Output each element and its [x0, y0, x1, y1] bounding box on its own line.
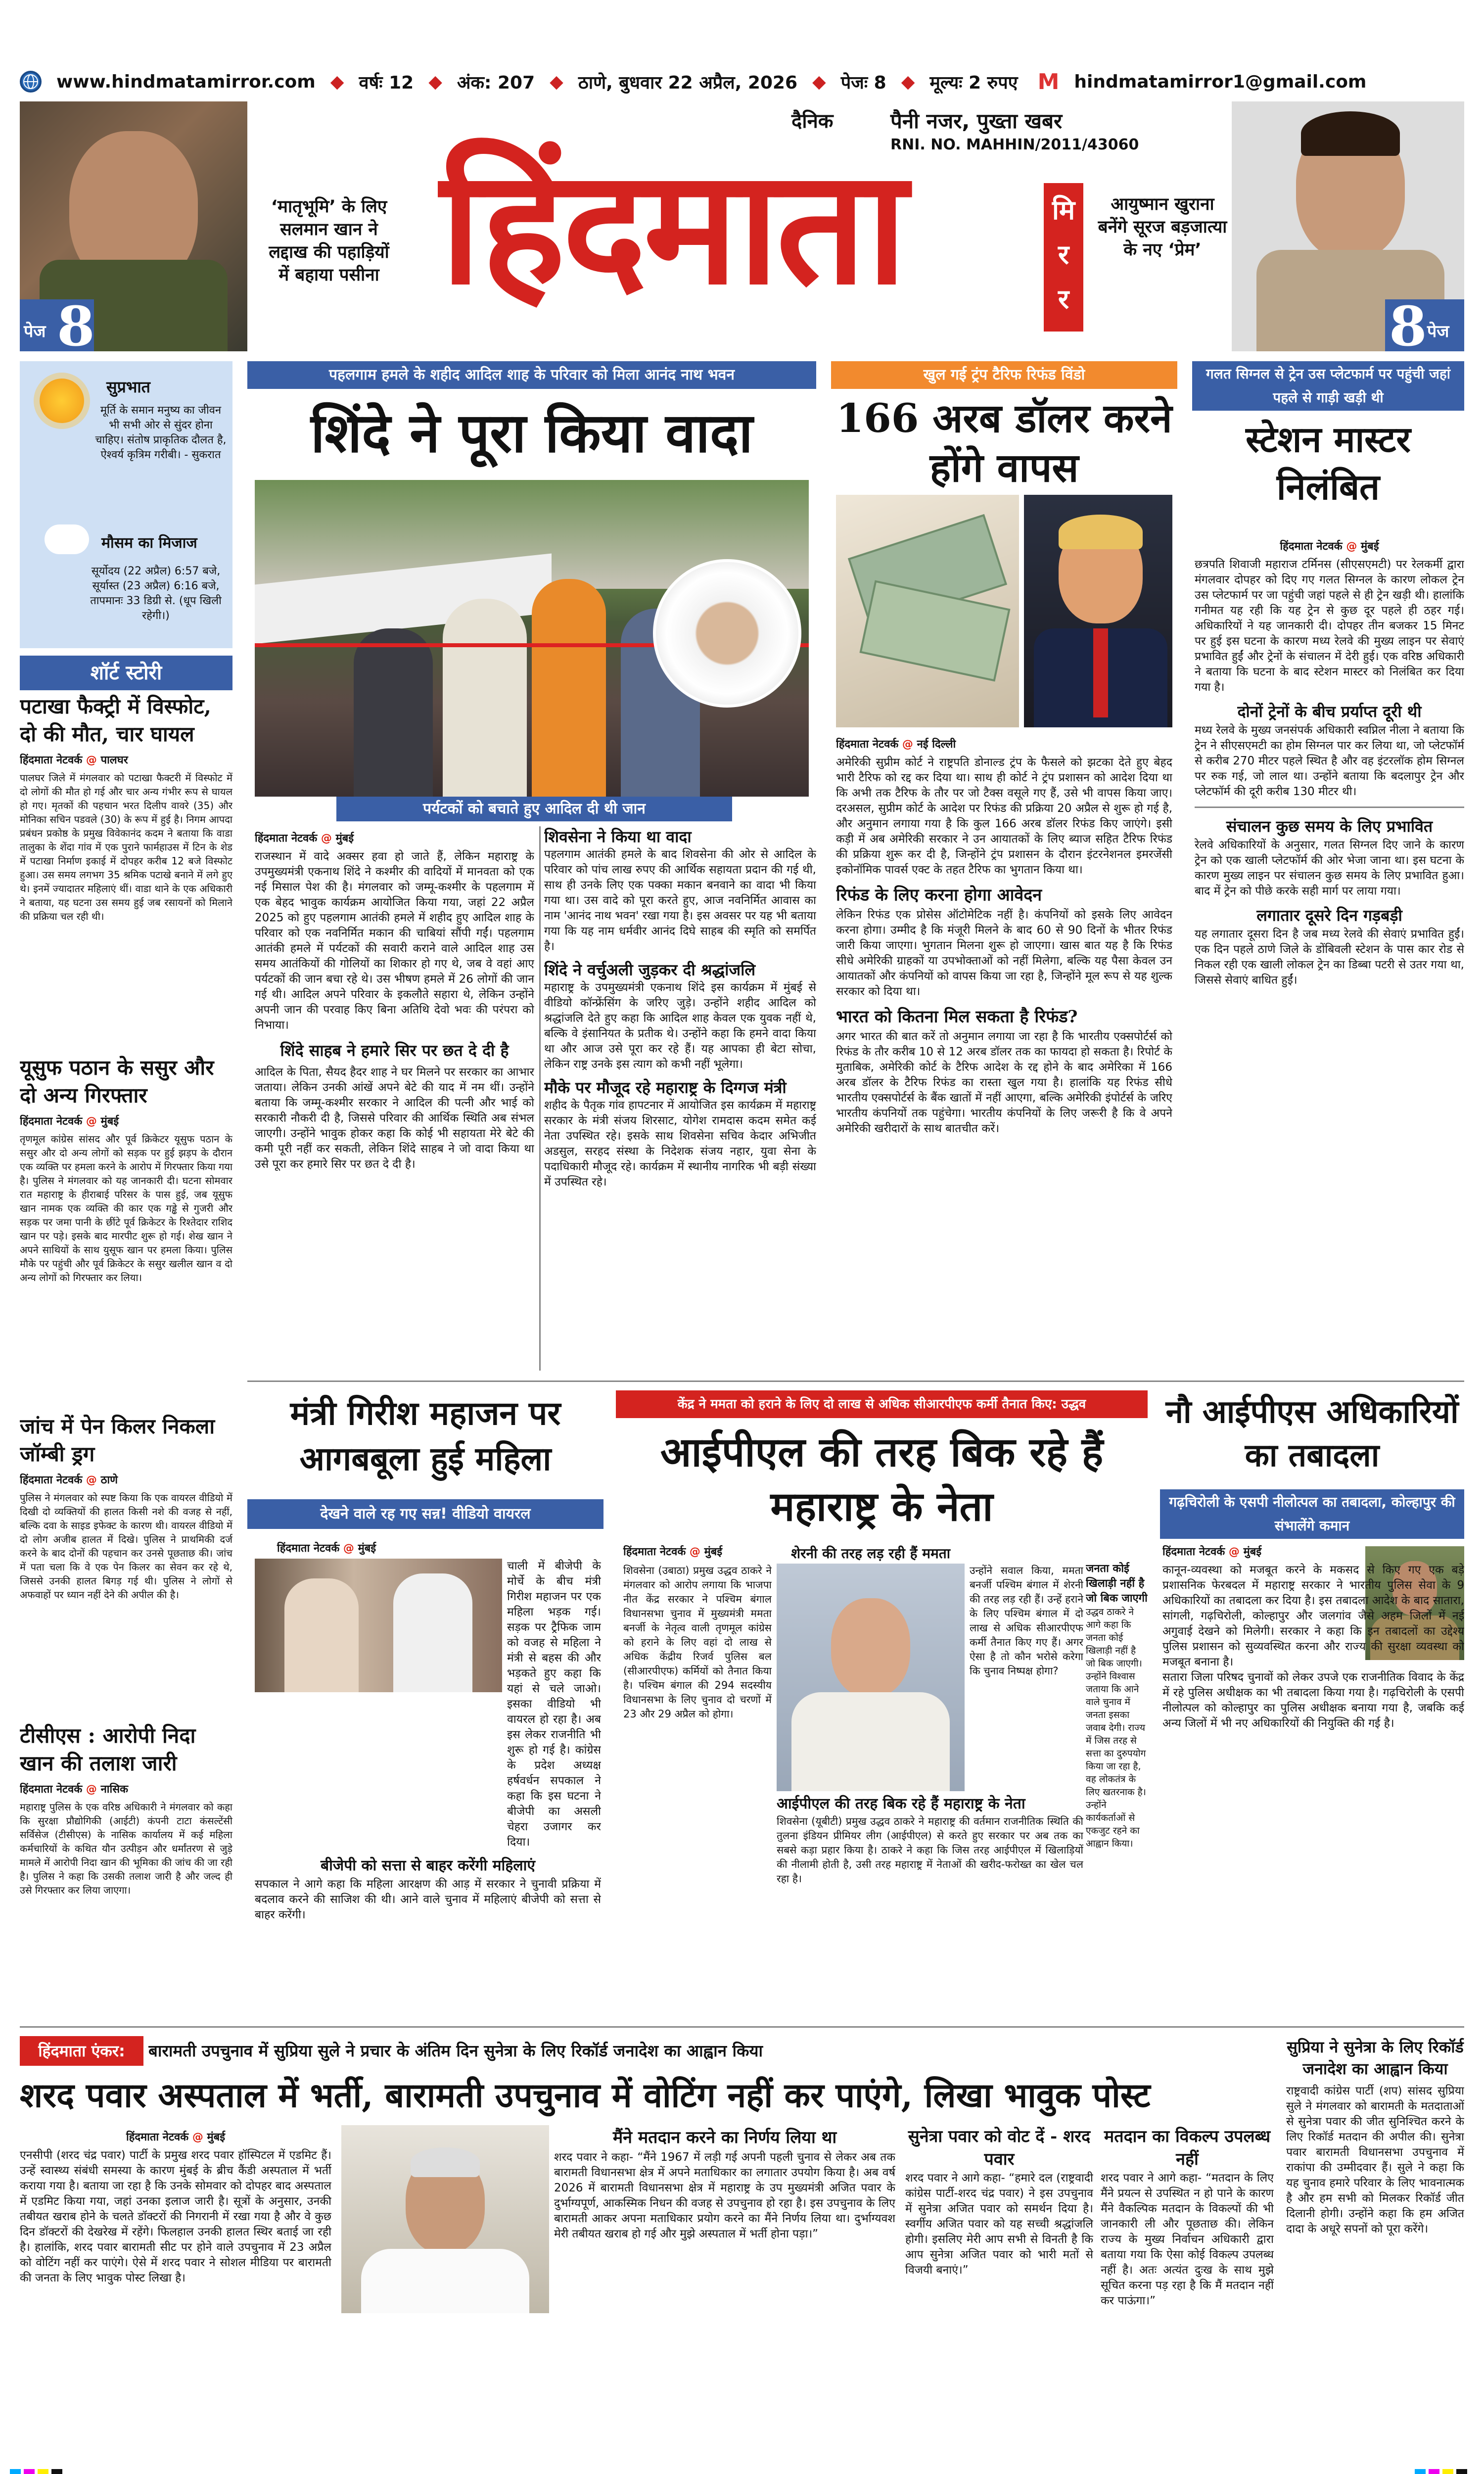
short-story-4: टीसीएस : आरोपी निदा खान की तलाश जारी हिंदमाता नेटवर्क @ नासिक महाराष्ट्र पुलिस के एक वरिष्ठ अधिकारी ने मंगलवार को कहा कि सुरक्षा प्रौद्योगिकी (आईटी) कंपनी टाटा कंसल्टेंसी सर्विसेज (टीसीएस) के नासिक कार्यालय में कई महिला कर्मचारियों के कथित यौन उत्पीड़न और धर्मांतरण से जुड़े मामले में आरोपी निदा खान की भूमिका की जांच की जा रही है। पुलिस ने कहा कि उसकी तलाश जारी है और जल्द ही उसे गिरफ्तार कर लिया जाएगा।: [20, 1722, 232, 2019]
weather-title: मौसम का मिजाज: [101, 534, 197, 552]
suprabhat-title: सुप्रभात: [106, 378, 150, 396]
pawar-city: मुंबई: [207, 2131, 226, 2143]
registration-marks-right: [1415, 2469, 1467, 2474]
ips-body: हिंदमाता नेटवर्क @ मुंबई कानून-व्यवस्था को मजबूत करने के मकसद से किए गए एक बड़े प्रशासनिक फेरबदल में महाराष्ट्र सरकार ने भारतीय पुलिस सेवा के 9 अधिकारियों का तबादला कर दिया है। इस तबादला आदेश के बाद सातारा, सांगली, गढ़चिरोली, कोल्हापुर और जलगांव जैसे अहम जिलों में नई अगुवाई देखने को मिलेगी। सरकार ने कहा कि इन तबादलों का उद्देश्य पुलिस प्रशासन को सुव्यवस्थित करना और राज्य की सुरक्षा व्यवस्था को मजबूत बनाना है। सतारा जिला परिषद चुनावों को लेकर उपजे एक राजनीतिक विवाद के केंद्र में रहे पुलिस अधीक्षक का भी तबादला किया गया है। गढ़चिरोली के एसपी नीलोत्पल को कोल्हापुर का पुलिस अधीक्षक बनाया गया है, जबकि कई अन्य जिलों में भी नए अधिकारियों की नियुक्ति की गई है।: [1162, 1544, 1464, 2024]
gmail-icon: M: [1037, 69, 1060, 95]
suprabhat-text: मूर्ति के समान मनुष्य का जीवन भी सभी ओर से सुंदर होना चाहिए। संतोष प्राकृतिक दौलत है, ऐश्वर्य कृत्रिम गरीबी। - सुकरात: [95, 404, 227, 461]
story-3-headline[interactable]: जांच में पेन किलर निकला जॉम्बी ड्रग: [20, 1414, 215, 1466]
shinde-byline: हिंदमाता नेटवर्क: [255, 832, 318, 845]
uddhav-byline: हिंदमाता नेटवर्क: [623, 1546, 686, 1558]
uddhav-photo: [777, 1564, 965, 1791]
pawar-col-2: [554, 2125, 895, 2432]
shinde-text-1b: आदिल के पिता, सैयद हैदर शाह ने घर मिलने पर सरकार का आभार जताया। लेकिन उनकी आंखें अपने बेटे की याद में नम थीं। उन्होंने बताया कि जम्मू-कश्मीर सरकार ने आदिल की पत्नी और भाई को सरकारी नौकरी दी है, जिससे परिवार की आर्थिक स्थिति अब संभल जाएगी। उन्होंने भावुक होकर कहा कि कोई भी सहायता मेरे बेटे की कमी पूरी नहीं कर सकती, लेकिन शिंदे साहब ने जो वादा किया था उसे पूरा कर हमारे सिर पर छत दे दी है।: [255, 1066, 534, 1171]
story-4-text: महाराष्ट्र पुलिस के एक वरिष्ठ अधिकारी ने मंगलवार को कहा कि सुरक्षा प्रौद्योगिकी (आईटी) कंपनी टाटा कंसल्टेंसी सर्विसेज (टीसीएस) के नासिक कार्यालय में कई महिला कर्मचारियों के कथित यौन उत्पीड़न और धर्मांतरण से जुड़े मामले में आरोपी निदा खान की भूमिका की जांच की जा रही है। पुलिस ने कहा कि उसकी तलाश जारी है और जल्द ही उसे गिरफ्तार कर लिया जाएगा।: [20, 1801, 232, 1896]
short-story-3: जांच में पेन किलर निकला जॉम्बी ड्रग हिंदमाता नेटवर्क @ ठाणे पुलिस ने मंगलवार को स्पष्ट किया कि एक वायरल वीडियो में दिखी दो व्यक्तियों की हालत किसी नशे की वजह से नहीं, बल्कि दवा के साइड इफेक्ट के कारण थी। वायरल वीडियो में दो लोग अजीब हालत में दिखे। पुलिस ने प्राथमिकी दर्ज करने के बाद दोनों की पहचान कर उनसे पूछताछ की। जांच में पता चला कि वे एक पेन किलर का सेवन कर रहे थे, जिससे उनकी हालत बिगड़ गई थी। पुलिस ने लोगों से अफवाहों पर ध्यान नहीं देने की अपील की है।: [20, 1413, 232, 1719]
refund-text-3: अगर भारत की बात करें तो अनुमान लगाया जा रहा है कि भारतीय एक्सपोर्टर्स को रिफंड के तौर करीब 10 से 12 अरब डॉलर तक का फायदा हो सकता है। रिपोर्ट के मुताबिक, अमेरिकी कोर्ट के टैरिफ आदेश के रद्द होने के बाद अमेरिका में 166 अरब डॉलर के टैरिफ रिफंड का रास्ता खुल गया है। हालांकि यह रिफंड सीधे भारतीय एक्सपोर्टर्स के बैंक खातों में नहीं आएगा, बल्कि अमेरिकी इंपोर्टर्स के जरिए भारतीय कंपनियों तक पहुंचेगा। भारतीय कंपनियों के लिए जरूरी है कि वे अपने अमेरिकी खरीदारों के साथ बातचीत करें।: [836, 1030, 1172, 1135]
page-ref-left-word: पेज: [24, 322, 46, 341]
pawar-byline: हिंदमाता नेटवर्क: [126, 2131, 189, 2143]
refund-byline: हिंदमाता नेटवर्क: [836, 738, 899, 751]
uddhav-col-2: [970, 1564, 1083, 1791]
mahajan-subhead-1: बीजेपी को सत्ता से बाहर करेंगी महिलाएं: [321, 1857, 535, 1874]
shinde-subhead-4: मौके पर मौजूद रहे महाराष्ट्र के दिग्गज मंत्री: [544, 1078, 787, 1097]
ips-text-1: कानून-व्यवस्था को मजबूत करने के मकसद से किए गए एक बड़े प्रशासनिक फेरबदल में महाराष्ट्र सरकार ने भारतीय पुलिस सेवा के 9 अधिकारियों का तबादला कर दिया है। इस तबादला आदेश के बाद सातारा, सांगली, गढ़चिरोली, कोल्हापुर और जलगांव जैसे अहम जिलों में नई अगुवाई देखने को मिलेगी। सरकार ने कहा कि इन तबादलों का उद्देश्य पुलिस प्रशासन को सुव्यवस्थित करना और राज्य की सुरक्षा व्यवस्था को मजबूत बनाना है।: [1162, 1564, 1464, 1668]
shinde-photo-caption: पर्यटकों को बचाते हुए आदिल दी थी जान: [336, 797, 732, 821]
supriya-headline[interactable]: सुप्रिया ने सुनेत्रा के लिए रिकॉर्ड जनादेश का आह्वान किया: [1287, 2038, 1464, 2078]
uddhav-bar: केंद्र ने ममता को हराने के लिए दो लाख से अधिक सीआरपीएफ कर्मी तैनात किए: उद्धव: [616, 1390, 1148, 1418]
story-4-city: नासिक: [100, 1783, 128, 1796]
uddhav-text-3: शिवसेना (यूबीटी) प्रमुख उद्धव ठाकरे ने महाराष्ट्र की वर्तमान राजनीतिक स्थिति की तुलना इंडियन प्रीमियर लीग (आईपीएल) से करते हुए सरकार पर अब तक का सबसे कड़ा प्रहार किया है। ठाकरे ने कहा कि जिस तरह आईपीएल में खिलाड़ियों की नीलामी होती है, उसी तरह महाराष्ट्र में नेताओं की खरीद-फरोख्त का खेल चल रहा है।: [777, 1815, 1083, 1885]
shinde-text-3: महाराष्ट्र के उपमुख्यमंत्री एकनाथ शिंदे इस कार्यक्रम में मुंबई से वीडियो कॉन्फ्रेंसिंग के जरिए जुड़े। उन्होंने शहीद आदिल को श्रद्धांजलि देते हुए कहा कि आदिल शाह केवल एक युवक नहीं थे, बल्कि वे इंसानियत के प्रतीक थे। उन्होंने कहा कि हमने वादा किया था और आज उसे पूरा कर रहे हैं। यह आपका ही बेटा सोचा, लेकिन राष्ट्र उनके इस त्याग को कभी नहीं भूलेगा।: [544, 981, 816, 1071]
uddhav-col-3: [777, 1794, 1083, 2021]
pages-label: पेजः 8: [840, 72, 886, 93]
tagline: पैनी नजर, पुख्ता खबर: [890, 109, 1063, 133]
top-bar: www.hindmatamirror.com ◆ वर्षः 12 ◆ अंक: 207 ◆ ठाणे, बुधवार 22 अप्रैल, 2026 ◆ पेजः 8 ◆ मूल्यः 2 रुपए M hindmatamirror1@gmail.com: [20, 64, 1464, 99]
email-link[interactable]: hindmatamirror1@gmail.com: [1074, 71, 1367, 92]
uddhav-subhead-1: आईपीएल की तरह बिक रहे हैं महाराष्ट्र के नेता: [777, 1795, 1025, 1812]
pawar-subhead-1: मैंने मतदान करने का निर्णय लिया था: [612, 2128, 837, 2147]
shinde-subhead-3: शिंदे ने वर्चुअली जुड़कर दी श्रद्धांजलि: [544, 960, 756, 979]
pawar-photo: [341, 2125, 549, 2313]
refund-text-1: अमेरिकी सुप्रीम कोर्ट ने राष्ट्रपति डोनाल्ड ट्रंप के फैसले को झटका देते हुए बेहद भारी टैरिफ को रद्द कर दिया था। साथ ही कोर्ट ने ट्रंप प्रशासन को आदेश दिया था कि अभी तक टैरिफ के तौर पर जो टैक्स वसूले गए हैं, उसे भी वापस किया जाए। दरअसल, सुप्रीम कोर्ट के आदेश पर रिफंड की प्रक्रिया 20 अप्रैल से शुरू हो गई है, और अनुमान लगाया गया है कि कुल 166 अरब डॉलर रिफंड किए जाएंगे। इसी कड़ी में अब अमेरिकी सरकार ने उन आयातकों के लिए ब्याज सहित टैरिफ रिफंड की प्रक्रिया शुरू कर दी है, जिन्होंने ट्रंप प्रशासन के दौरान इंटरनेशनल इमरजेंसी इकोनॉमिक पावर्स एक्ट के तहत टैरिफ का भुगतान किया था।: [836, 756, 1172, 876]
page-ref-left-num: 8: [57, 294, 95, 351]
story-2-city: मुंबई: [100, 1115, 119, 1128]
shinde-col-1: हिंदमाता नेटवर्क @ मुंबई राजस्थान में वादे अक्सर हवा हो जाते हैं, लेकिन महाराष्ट्र के उपमुख्यमंत्री एकनाथ शिंदे ने कश्मीर की वादियों में मानवता को एक नई मिसाल पेश की है। मंगलवार को जम्मू-कश्मीर के पहलगाम में एक बेहद भावुक कार्यक्रम आयोजित किया गया, जहां 22 अप्रैल 2025 को हुए पहलगाम आतंकी हमले में शहीद हुए आदिल शाह के परिवार को एक नवनिर्मित मकान की चाबियां सौंपी गईं। पहलगाम आतंकी हमले में पर्यटकों की सवारी कराने वाले आदिल शाह उस समय आतंकियों की गोलियों का शिकार हो गए थे, जब वे वहां आए पर्यटकों की जान बचा रहे थे। उस भीषण हमले में 26 लोगों की जान गई थी। आदिल अपने परिवार के इकलौते सहारा थे, लेकिन उन्होंने अपनी जान की परवाह किए बिना अतिथि देवो भवः की परंपरा को निभाया। शिंदे साहब ने हमारे सिर पर छत दे दी है आदिल के पिता, सैयद हैदर शाह ने घर मिलने पर सरकार का आभार जताया। लेकिन उनकी आंखें अपने बेटे की याद में नम थीं। उन्होंने बताया कि जम्मू-कश्मीर सरकार ने आदिल की पत्नी और भाई को सरकारी नौकरी दी है, जिससे परिवार की आर्थिक स्थिति अब संभल जाएगी। उन्होंने भावुक होकर कहा कि कोई भी सहायता मेरे बेटे की कमी पूरी नहीं कर सकती, लेकिन शिंदे साहब ने जो वादा किया था उसे पूरा कर हमारे सिर पर छत दे दी है।: [255, 826, 534, 1376]
page-ref-right-num: 8: [1389, 294, 1427, 351]
uddhav-sidebar: [1086, 1561, 1148, 2021]
station-headline[interactable]: स्टेशन मास्टर निलंबित: [1246, 418, 1411, 508]
station-city: मुंबई: [1361, 540, 1379, 553]
story-3-city: ठाणे: [100, 1474, 118, 1486]
station-text-2: मध्य रेलवे के मुख्य जनसंपर्क अधिकारी स्वप्निल नीला ने बताया कि ट्रेन ने सीएसएमटी का होम सिग्नल पार कर लिया था, जो प्लेटफॉर्म से करीब 270 मीटर पहले स्थित है और वह इंटरलॉक होम सिग्नल पर रुक गई, जो लाल था। उन्होंने बताया कि बदलापुर ट्रेन और प्लेटफॉर्म की दूरी करीब 130 मीटर थी।: [1195, 724, 1464, 798]
refund-body: हिंदमाता नेटवर्क @ नई दिल्ली अमेरिकी सुप्रीम कोर्ट ने राष्ट्रपति डोनाल्ड ट्रंप के फैसले को झटका देते हुए बेहद भारी टैरिफ को रद्द कर दिया था। साथ ही कोर्ट ने ट्रंप प्रशासन को आदेश दिया था कि अभी तक टैरिफ के तौर पर जो टैक्स वसूले गए हैं, उसे भी वापस किया जाए। दरअसल, सुप्रीम कोर्ट के आदेश पर रिफंड की प्रक्रिया 20 अप्रैल से शुरू हो गई है, और अनुमान लगाया गया है कि कुल 166 अरब डॉलर रिफंड किए जाएंगे। इसी कड़ी में अब अमेरिकी सरकार ने उन आयातकों के लिए ब्याज सहित टैरिफ रिफंड की प्रक्रिया शुरू कर दी है, जिन्होंने ट्रंप प्रशासन के दौरान इंटरनेशनल इमरजेंसी इकोनॉमिक पावर्स एक्ट के तहत टैरिफ का भुगतान किया था। रिफंड के लिए करना होगा आवेदन लेकिन रिफंड एक प्रोसेस ऑटोमेटिक नहीं है। कंपनियों को इसके लिए आवेदन करना होगा। उम्मीद है कि मंजूरी मिलने के बाद 60 से 90 दिनों के भीतर रिफंड जारी किया जाएगा। भुगतान मिलना शुरू हो जाएगा। खास बात यह है कि रिफंड सीधे अमेरिकी ग्राहकों या उपभोक्ताओं को नहीं मिलेगा, बल्कि यह पैसा केवल उन आयातकों और कंपनियों को वापस किया जा रहा है, जिन्होंने मूल रूप से यह शुल्क सरकार को दिया था। भारत को कितना मिल सकता है रिफंड? अगर भारत की बात करें तो अनुमान लगाया जा रहा है कि भारतीय एक्सपोर्टर्स को रिफंड के तौर करीब 10 से 12 अरब डॉलर तक का फायदा हो सकता है। रिपोर्ट के मुताबिक, अमेरिकी कोर्ट के टैरिफ आदेश के रद्द होने के बाद अमेरिका में 166 अरब डॉलर के टैरिफ रिफंड का रास्ता खुल गया है। हालांकि यह रिफंड सीधे भारतीय एक्सपोर्टर्स के बैंक खातों में नहीं आएगा, बल्कि अमेरिकी इंपोर्टर्स के जरिए भारतीय कंपनियों तक पहुंचेगा। भारतीय कंपनियों के लिए जरूरी है कि वे अपने अमेरिकी खरीदारों के साथ बातचीत करें।: [836, 732, 1172, 1376]
story-4-headline[interactable]: टीसीएस : आरोपी निदा खान की तलाश जारी: [20, 1723, 196, 1775]
ips-headline[interactable]: नौ आईपीएस अधिकारियों का तबादला: [1165, 1393, 1459, 1474]
refund-bar: खुल गई ट्रंप टैरिफ रिफंड विंडो: [831, 361, 1177, 389]
pawar-headline[interactable]: शरद पवार अस्पताल में भर्ती, बारामती उपचुनाव में वोटिंग नहीं कर पाएंगे, लिखा भावुक पोस्ट: [20, 2076, 1151, 2115]
refund-headline[interactable]: 166 अरब डॉलर करने होंगे वापस: [836, 395, 1172, 491]
ips-text-2: सतारा जिला परिषद चुनावों को लेकर उपजे एक राजनीतिक विवाद के केंद्र में रहे पुलिस अधीक्षक का भी तबादला किया गया है। गढ़चिरोली के एसपी नीलोत्पल को कोल्हापुर का पुलिस अधीक्षक बनाया गया है, जबकि कई अन्य जिलों में भी नए अधिकारियों की नियुक्ति की गई है।: [1162, 1671, 1464, 1730]
story-3-byline: हिंदमाता नेटवर्क: [20, 1474, 83, 1486]
station-text-4: यह लगातार दूसरा दिन है जब मध्य रेलवे की सेवाएं प्रभावित हुईं। एक दिन पहले ठाणे जिले के डोंबिवली स्टेशन के पास कार रोड से निकल रही एक खाली लोकल ट्रेन का डिब्बा पटरी से उतर गया था, जिससे सेवाएं बाधित हुईं।: [1195, 928, 1464, 987]
pawar-col-4: [1101, 2125, 1274, 2432]
pawar-subhead-2: सुनेत्रा पवार को वोट दें - शरद पवार: [908, 2127, 1091, 2169]
uddhav-headline[interactable]: आईपीएल की तरह बिक रहे हैं महाराष्ट्र के नेता: [660, 1428, 1104, 1530]
pawar-subhead-3: मतदान का विकल्प उपलब्ध नहीं: [1104, 2127, 1271, 2169]
trump-photo: [1024, 495, 1172, 727]
story-2-text: तृणमूल कांग्रेस सांसद और पूर्व क्रिकेटर यूसुफ पठान के ससुर और दो अन्य लोगों को सड़क पर हुई झड़प के दौरान एक व्यक्ति पर हमला करने के आरोप में गिरफ्तार किया गया है। पुलिस ने मंगलवार को यह जानकारी दी। घटना सोमवार रात महाराष्ट्र के हीराबाई परिसर के पास हुई, जब यूसुफ खान नामक एक व्यक्ति की कार एक गड्ढे से गुजरी और सड़क पर जमा पानी के छींटे पूर्व क्रिकेटर के रिश्तेदार राशिद खान पर पड़े। इसके बाद मारपीट शुरू हो गई। शेख खान ने अपने साथियों के साथ युसूफ खान पर हमला किया। पुलिस मौके पर पहुंची और पूर्व क्रिकेटर के ससुर खलील खान व दो अन्य लोगों को गिरफ्तार कर लिया।: [20, 1133, 232, 1284]
shinde-subhead-1: शिंदे साहब ने हमारे सिर पर छत दे दी है: [280, 1041, 509, 1060]
ips-bar: गढ़चिरोली के एसपी नीलोत्पल का तबादला, कोल्हापुर की संभालेंगे कमान: [1160, 1489, 1464, 1539]
uddhav-text-2: उन्होंने सवाल किया, ममता बनर्जी पश्चिम बंगाल में शेरनी की तरह लड़ रही हैं। उन्हें हराने के लिए पश्चिम बंगाल में दो लाख से अधिक सीआरपीएफ कर्मी तैनात किए गए हैं। अगर ऐसा है तो कौन भरोसे करेगा कि चुनाव निष्पक्ष होगा?: [970, 1565, 1083, 1677]
refund-text-2: लेकिन रिफंड एक प्रोसेस ऑटोमेटिक नहीं है। कंपनियों को इसके लिए आवेदन करना होगा। उम्मीद है कि मंजूरी मिलने के बाद 60 से 90 दिनों के भीतर रिफंड जारी किया जाएगा। भुगतान मिलना शुरू हो जाएगा। खास बात यह है कि रिफंड सीधे अमेरिकी ग्राहकों या उपभोक्ताओं को नहीं मिलेगा, बल्कि यह पैसा केवल उन आयातकों और कंपनियों को वापस किया जा रहा है, जिन्होंने मूल रूप से यह शुल्क सरकार को दिया था।: [836, 908, 1172, 998]
shinde-text-1: राजस्थान में वादे अक्सर हवा हो जाते हैं, लेकिन महाराष्ट्र के उपमुख्यमंत्री एकनाथ शिंदे ने कश्मीर की वादियों में मानवता को एक नई मिसाल पेश की है। मंगलवार को जम्मू-कश्मीर के पहलगाम में एक बेहद भावुक कार्यक्रम आयोजित किया गया, जहां 22 अप्रैल 2025 को हुए पहलगाम आतंकी हमले में शहीद हुए आदिल शाह के परिवार को एक नवनिर्मित मकान की चाबियां सौंपी गईं। पहलगाम आतंकी हमले में पर्यटकों की सवारी कराने वाले आदिल शाह उस समय आतंकियों की गोलियों का शिकार हो गए थे, जब वे वहां आए पर्यटकों की जान बचा रहे थे। उस भीषण हमले में 26 लोगों की जान गई थी। आदिल अपने परिवार के इकलौते सहारा थे, लेकिन उन्होंने अपनी जान की परवाह किए बिना अतिथि देवो भवः की परंपरा को निभाया।: [255, 850, 534, 1032]
story-1-text: पालघर जिले में मंगलवार को पटाखा फैक्टरी में विस्फोट में दो लोगों की मौत हो गई और चार अन्य गंभीर रूप से घायल हो गए। मृतकों की पहचान भरत दिलीप वावरे (35) और मोनिका सचिन पडवले (30) के रूप में हुई है। निगम आपदा प्रबंधन प्रकोष्ठ के प्रमुख विवेकानंद कदम ने बताया कि वाडा तालुका के शेंदा गांव में एक पुराने फार्महाउस में टिन के शेड में पटाखा निर्माण इकाई में दोपहर करीब 12 बजे विस्फोट हुआ। उस समय लगभग 35 श्रमिक पटाखे बनाने में लगे हुए थे। इनमें ज्यादातर महिलाएं थीं। वाडा थाने के एक अधिकारी ने बताया, यह घटना उस समय हुई जब रसायनों को मिलाने की प्रक्रिया चल रही थी।: [20, 772, 232, 922]
daily-label: दैनिक: [791, 110, 834, 133]
uddhav-side-headline: जनता कोई खिलाड़ी नहीं है जो बिक जाएगी: [1086, 1562, 1148, 1605]
pawar-bar: बारामती उपचुनाव में सुप्रिया सुले ने प्रचार के अंतिम दिन सुनेत्रा के लिए रिकॉर्ड जनादेश का आह्वान किया: [148, 2041, 763, 2060]
story-1-headline[interactable]: पटाखा फैक्ट्री में विस्फोट, दो की मौत, चार घायल: [20, 694, 212, 746]
money-photo: [836, 495, 1019, 727]
station-bar: गलत सिग्नल से ट्रेन उस प्लेटफार्म पर पहुंची जहां पहले से गाड़ी खड़ी थी: [1192, 361, 1464, 411]
shinde-bar: पहलगाम हमले के शहीद आदिल शाह के परिवार को मिला आनंद नाथ भवन: [247, 361, 816, 389]
pawar-col-1: हिंदमाता नेटवर्क @ मुंबई एनसीपी (शरद चंद्र पवार) पार्टी के प्रमुख शरद पवार हॉस्पिटल में एडमिट हैं। उन्हें स्वास्थ्य संबंधी समस्या के कारण मुंबई के ब्रीच कैंडी अस्पताल में भर्ती कराया गया है। बताया जा रहा है कि उनके सोमवार को दोपहर बाद अस्पताल में एडमिट किया गया, जहां उनका इलाज जारी है। सूत्रों के अनुसार, उनकी तबीयत खराब होने के चलते डॉक्टरों की निगरानी में रखा गया है और वे कुछ दिन डॉक्टरों की देखरेख में रहेंगे। फिलहाल उनकी हालत स्थिर बताई जा रही है। हालांकि, शरद पवार बारामती सीट पर होने वाले उपचुनाव में 23 अप्रैल को वोटिंग नहीं कर पाएंगे। ऐसे में शरद पवार ने सोशल मीडिया पर बारामती की जनता के लिए भावुक पोस्ट लिखा है।: [20, 2125, 331, 2432]
uddhav-side-text: उद्धव ठाकरे ने आगे कहा कि जनता कोई खिलाड़ी नहीं है जो बिक जाएगी। उन्होंने विश्वास जताया कि आने वाले चुनाव में जनता इसका जवाब देगी। राज्य में जिस तरह से सत्ता का दुरुपयोग किया जा रहा है, वह लोकतंत्र के लिए खतरनाक है। उन्होंने कार्यकर्ताओं से एकजुट रहने का आह्वान किया।: [1086, 1607, 1146, 1849]
refund-city: नई दिल्ली: [917, 738, 956, 751]
story-3-text: पुलिस ने मंगलवार को स्पष्ट किया कि एक वायरल वीडियो में दिखी दो व्यक्तियों की हालत किसी नशे की वजह से नहीं, बल्कि दवा के साइड इफेक्ट के कारण थी। वायरल वीडियो में दो लोग अजीब हालत में दिखे। पुलिस ने प्राथमिकी दर्ज करने के बाद दोनों की पहचान कर उनसे पूछताछ की। जांच में पता चला कि वे एक पेन किलर का सेवन कर रहे थे, जिससे उनकी हालत बिगड़ गई थी। पुलिस ने लोगों से अफवाहों पर ध्यान नहीं देने की अपील की है।: [20, 1492, 232, 1601]
rni-number: RNI. NO. MAHHIN/2011/43060: [890, 136, 1139, 153]
weather-box: [20, 510, 232, 648]
station-text-3: रेलवे अधिकारियों के अनुसार, गलत सिग्नल दिए जाने के कारण ट्रेन को एक खाली प्लेटफॉर्म की ओर भेजा जाना था। इस घटना के कारण मुख्य लाइन पर संचालन कुछ समय के लिए प्रभावित हुआ। बाद में ट्रेन को पीछे करके सही मार्ग पर लाया गया।: [1195, 839, 1464, 898]
mahajan-byline: हिंदमाता नेटवर्क: [277, 1542, 340, 1555]
issue-label: अंक: 207: [457, 72, 535, 93]
station-text-1: छत्रपति शिवाजी महाराज टर्मिनस (सीएसएमटी) पर रेलकर्मी द्वारा मंगलवार दोपहर को दिए गए गलत सिग्नल के कारण लोकल ट्रेन उस प्लेटफार्म पर जा पहुंची जहां पहले से ही ट्रेन खड़ी थी। हालांकि गनीमत यह रही कि यह ट्रेन से कुछ दूर पहले ही ठहर गई। अधिकारियों ने यह जानकारी दी। दोपहर तीन बजकर 15 मिनट पर हुई इस घटना के कारण मध्य रेलवे की मुख्य लाइन पर सेवाएं प्रभावित हुईं और ट्रेनों के संचालन में देरी हुई। एक वरिष्ठ अधिकारी ने बताया कि घटना के बाद स्टेशन मास्टर को निलंबित कर दिया गया है।: [1195, 558, 1464, 694]
uddhav-city: मुंबई: [704, 1546, 723, 1558]
shinde-headline[interactable]: शिंदे ने पूरा किया वादा: [311, 401, 753, 465]
salman-photo: [20, 101, 247, 351]
shinde-subhead-2: शिवसेना ने किया था वादा: [544, 827, 692, 846]
globe-icon: [20, 71, 42, 93]
mirror-strip: मि र र: [1044, 183, 1083, 332]
weather-cloud-icon: [45, 524, 89, 554]
station-body: हिंदमाता नेटवर्क @ मुंबई छत्रपति शिवाजी महाराज टर्मिनस (सीएसएमटी) पर रेलकर्मी द्वारा मंगलवार दोपहर को दिए गए गलत सिग्नल के कारण लोकल ट्रेन उस प्लेटफार्म पर जा पहुंची जहां पहले से ही ट्रेन खड़ी थी। हालांकि गनीमत यह रही कि यह ट्रेन से कुछ दूर पहले ही ठहर गई। अधिकारियों ने यह जानकारी दी। दोपहर तीन बजकर 15 मिनट पर हुई इस घटना के कारण मध्य रेलवे की मुख्य लाइन पर सेवाएं प्रभावित हुईं और ट्रेनों के संचालन में देरी हुई। एक वरिष्ठ अधिकारी ने बताया कि घटना के बाद स्टेशन मास्टर को निलंबित कर दिया गया है। दोनों ट्रेनों के बीच प्रर्याप्त दूरी थी मध्य रेलवे के मुख्य जनसंपर्क अधिकारी स्वप्निल नीला ने बताया कि ट्रेन ने सीएसएमटी का होम सिग्नल पार कर लिया था, जो प्लेटफॉर्म से करीब 270 मीटर पहले स्थित है और वह इंटरलॉक होम सिग्नल पर रुक गई, जो लाल था। उन्होंने बताया कि बदलापुर ट्रेन और प्लेटफॉर्म की दूरी करीब 130 मीटर थी। संचालन कुछ समय के लिए प्रभावित रेलवे अधिकारियों के अनुसार, गलत सिग्नल दिए जाने के कारण ट्रेन को एक खाली प्लेटफॉर्म की ओर भेजा जाना था। इस घटना के कारण मुख्य लाइन पर संचालन कुछ समय के लिए प्रभावित हुआ। बाद में ट्रेन को पीछे करके सही मार्ग पर लाया गया। लगातार दूसरे दिन गड़बड़ी यह लगातार दूसरा दिन है जब मध्य रेलवे की सेवाएं प्रभावित हुईं। एक दिन पहले ठाणे जिले के डोंबिवली स्टेशन के पास कार रोड से निकल रही एक खाली लोकल ट्रेन का डिब्बा पटरी से उतर गया था, जिससे सेवाएं बाधित हुईं।: [1195, 534, 1464, 1376]
date-label: ठाणे, बुधवार 22 अप्रैल, 2026: [578, 72, 798, 93]
shinde-text-4: शहीद के पैतृक गांव हापटनार में आयोजित इस कार्यक्रम में महाराष्ट्र सरकार के मंत्री संजय शिरसाट, योगेश रामदास कदम समेत कई नेता उपस्थित रहे। इसके साथ शिवसेना सचिव केदार अभिजीत अडसुल, सरहद संस्था के निदेशक संजय नहार, युवा सेना के पदाधिकारी मौजूद रहे। कार्यक्रम में स्थानीय नागरिक भी बड़ी संख्या में उपस्थित रहे।: [544, 1099, 816, 1189]
short-story-1: पटाखा फैक्ट्री में विस्फोट, दो की मौत, चार घायल हिंदमाता नेटवर्क @ पालघर पालघर जिले में मंगलवार को पटाखा फैक्टरी में विस्फोट में दो लोगों की मौत हो गई और चार अन्य गंभीर रूप से घायल हो गए। मृतकों की पहचान भरत दिलीप वावरे (35) और मोनिका सचिन पडवले (30) के रूप में हुई है। निगम आपदा प्रबंधन प्रकोष्ठ के प्रमुख विवेकानंद कदम ने बताया कि वाडा तालुका के शेंदा गांव में एक पुराने फार्महाउस में टिन के शेड में पटाखा निर्माण इकाई में दोपहर करीब 12 बजे विस्फोट हुआ। उस समय लगभग 35 श्रमिक पटाखे बनाने में लगे हुए थे। इनमें ज्यादातर महिलाएं थीं। वाडा थाने के एक अधिकारी ने बताया, यह घटना उस समय हुई जब रसायनों को मिलाने की प्रक्रिया चल रही थी।: [20, 693, 232, 1054]
uddhav-photo-caption: शेरनी की तरह लड़ रही हैं ममता: [791, 1545, 950, 1562]
uddhav-text-1: शिवसेना (उबाठा) प्रमुख उद्धव ठाकरे ने मंगलवार को आरोप लगाया कि भाजपा नीत केंद्र सरकार ने पश्चिम बंगाल विधानसभा चुनाव में मुख्यमंत्री ममता बनर्जी के नेतृत्व वाली तृणमूल कांग्रेस को हराने के लिए वहां दो लाख से अधिक केंद्रीय रिजर्व पुलिस बल (सीआरपीएफ) कर्मियों को तैनात किया है। पश्चिम बंगाल की 294 सदस्यीय विधानसभा के लिए चुनाव दो चरणों में 23 और 29 अप्रैल को होगा।: [623, 1565, 772, 1720]
short-story-2: यूसुफ पठान के ससुर और दो अन्य गिरफ्तार हिंदमाता नेटवर्क @ मुंबई तृणमूल कांग्रेस सांसद और पूर्व क्रिकेटर यूसुफ पठान के ससुर और दो अन्य लोगों को सड़क पर हुई झड़प के दौरान एक व्यक्ति पर हमला करने के आरोप में गिरफ्तार किया गया है। पुलिस ने मंगलवार को यह जानकारी दी। घटना सोमवार रात महाराष्ट्र के हीराबाई परिसर के पास हुई, जब यूसुफ खान नामक एक व्यक्ति की कार एक गड्ढे से गुजरी और सड़क पर जमा पानी के छींटे पूर्व क्रिकेटर के रिश्तेदार राशिद खान पर पड़े। इसके बाद मारपीट शुरू हो गई। शेख खान ने अपने साथियों के साथ युसूफ खान पर हमला किया। पुलिस मौके पर पहुंची और पूर्व क्रिकेटर के ससुर खलील खान व दो अन्य लोगों को गिरफ्तार कर लिया।: [20, 1054, 232, 1410]
sun-icon: [40, 379, 84, 423]
mahajan-body: [255, 1559, 601, 2024]
mahajan-text-1: चाली में बीजेपी के मोर्चे के बीच मंत्री गिरीश महाजन पर एक महिला भड़क गई। सड़क पर ट्रैफिक जाम को वजह से महिला ने मंत्री से बहस की और भड़कते हुए कहा कि यहां से चले जाओ। इसका वीडियो भी वायरल हो रहा है। अब इस लेकर राजनीति भी शुरू हो गई है। कांग्रेस के प्रदेश अध्यक्ष हर्षवर्धन सपकाल ने कहा कि इस घटना ने बीजेपी का असली चेहरा उजागर कर दिया।: [507, 1560, 601, 1849]
story-1-byline: हिंदमाता नेटवर्क: [20, 754, 83, 766]
supriya-sidebar: [1286, 2036, 1464, 2432]
mahajan-text-2: सपकाल ने आगे कहा कि महिला आरक्षण की आड़ में सरकार ने चुनावी प्रक्रिया में बदलाव करने की साजिश की थी। आने वाले चुनाव में महिलाएं बीजेपी को सत्ता से बाहर करेंगी।: [255, 1878, 601, 1921]
shinde-col-2: [544, 826, 816, 1376]
shinde-inset-photo: [653, 559, 801, 708]
station-subhead-2: संचालन कुछ समय के लिए प्रभावित: [1226, 817, 1433, 836]
pawar-text-3: शरद पवार ने आगे कहा- “हमारे दल (राष्ट्रवादी कांग्रेस पार्टी-शरद चंद्र पवार) ने इस उपचुनाव में सुनेत्रा अजित पवार को समर्थन दिया है। स्वर्गीय अजित पवार को यह सच्ची श्रद्धांजलि होगी। इसलिए मेरी आप सभी से विनती है कि आप सुनेत्रा अजित पवार को भारी मतों से विजयी बनाएं।”: [905, 2172, 1093, 2277]
weather-text: सूर्योदय (22 अप्रैल) 6:57 बजे, सूर्यास्त (23 अप्रैल) 6:16 बजे, तापमानः 33 डिग्री से. (धूप खिली रहेगी।): [90, 565, 222, 622]
ips-byline: हिंदमाता नेटवर्क: [1162, 1546, 1225, 1558]
pawar-col-3: [905, 2125, 1093, 2432]
short-story-bar: शॉर्ट स्टोरी: [20, 656, 232, 690]
mahajan-headline[interactable]: मंत्री गिरीश महाजन पर आगबबूला हुई महिला: [290, 1394, 561, 1478]
ips-city: मुंबई: [1243, 1546, 1262, 1558]
supriya-text: राष्ट्रवादी कांग्रेस पार्टी (शप) सांसद सुप्रिया सुले ने मंगलवार को बारामती के मतदाताओं से सुनेत्रा पवार की जीत सुनिश्चित करने के लिए रिकॉर्ड मतदान की अपील की। सुनेत्रा पवार बारामती विधानसभा उपचुनाव में राकांपा की उम्मीदवार हैं। सुले ने कहा कि यह चुनाव हमारे परिवार के लिए भावनात्मक है और हम सभी को मिलकर रिकॉर्ड जीत दिलानी होगी। उन्होंने कहा कि हम अजित दादा के अधूरे सपनों को पूरा करेंगे।: [1286, 2085, 1464, 2236]
story-2-byline: हिंदमाता नेटवर्क: [20, 1115, 83, 1128]
uddhav-col-1: [623, 1564, 772, 1791]
masthead-title: हिंदमाता: [440, 136, 905, 320]
pawar-text-1: एनसीपी (शरद चंद्र पवार) पार्टी के प्रमुख शरद पवार हॉस्पिटल में एडमिट हैं। उन्हें स्वास्थ्य संबंधी समस्या के कारण मुंबई के ब्रीच कैंडी अस्पताल में भर्ती कराया गया है। बताया जा रहा है कि उनके सोमवार को दोपहर बाद अस्पताल में एडमिट किया गया, जहां उनका इलाज जारी है। सूत्रों के अनुसार, उनकी तबीयत खराब होने के चलते डॉक्टरों की निगरानी में रखा गया है और वे कुछ दिन डॉक्टरों की देखरेख में रहेंगे। फिलहाल उनकी हालत स्थिर बताई जा रही है। हालांकि, शरद पवार बारामती सीट पर होने वाले उपचुनाव में 23 अप्रैल को वोटिंग नहीं कर पाएंगे। ऐसे में शरद पवार ने सोशल मीडिया पर बारामती की जनता के लिए भावुक पोस्ट लिखा है।: [20, 2149, 331, 2284]
pawar-text-2: शरद पवार ने कहा- “मैंने 1967 में लड़ी गई अपनी पहली चुनाव से लेकर अब तक बारामती विधानसभा क्षेत्र में अपने मताधिकार का लगातार उपयोग किया है। अब वर्ष 2026 में बारामती विधानसभा क्षेत्र में महाराष्ट्र के उप मुख्यमंत्री अजित पवार के दुर्भाग्यपूर्ण, आकस्मिक निधन की वजह से उपचुनाव हो रहा है। इस उपचुनाव के लिए बारामती आकर अपना मताधिकार प्रयोग करने का मैंने निर्णय लिया था। दुर्भाग्यवश मेरी तबीयत खराब हो गई और मुझे अस्पताल में भर्ती होना पड़ा।”: [554, 2151, 895, 2240]
refund-subhead-2: भारत को कितना मिल सकता है रिफंड?: [836, 1007, 1078, 1027]
station-subhead-3: लगातार दूसरे दिन गड़बड़ी: [1256, 906, 1402, 925]
price-label: मूल्यः 2 रुपए: [929, 72, 1018, 93]
station-subhead-1: दोनों ट्रेनों के बीच प्रर्याप्त दूरी थी: [1237, 702, 1422, 721]
shinde-city: मुंबई: [335, 832, 354, 845]
suprabhat-box: [20, 361, 232, 510]
registration-marks-left: [10, 2469, 62, 2474]
story-4-byline: हिंदमाता नेटवर्क: [20, 1783, 83, 1796]
story-1-city: पालघर: [100, 754, 128, 766]
left-promo[interactable]: ‘मातृभूमि’ के लिए सलमान खान ने लद्दाख की पहाड़ियों में बहाया पसीना: [269, 197, 389, 285]
right-promo[interactable]: आयुष्मान खुराना बनेंगे सूरज बड़जात्या के नए ‘प्रेम’: [1098, 194, 1227, 260]
pawar-text-4: शरद पवार ने आगे कहा- “मतदान के लिए मैंने प्रयत्न से उपस्थित न हो पाने के कारण मैंने वैकल्पिक मतदान के विकल्पों की भी जानकारी ली और पूछताछ की। लेकिन राज्य के मुख्य निर्वाचन अधिकारी द्वारा बताया गया कि ऐसा कोई विकल्प उपलब्ध नहीं है। अतः अत्यंत दुःख के साथ मुझे सूचित करना पड़ रहा है कि मैं मतदान नहीं कर पाऊंगा।”: [1101, 2172, 1274, 2307]
mahajan-city: मुंबई: [358, 1542, 376, 1555]
story-2-headline[interactable]: यूसुफ पठान के ससुर और दो अन्य गिरफ्तार: [20, 1055, 214, 1107]
shinde-text-2: पहलगाम आतंकी हमले के बाद शिवसेना की ओर से आदिल के परिवार को पांच लाख रुपए की आर्थिक सहायता प्रदान की गई थी, साथ ही उनके लिए एक पक्का मकान बनवाने का वादा भी किया गया था। उस वादे को पूरा करते हुए, आज नवनिर्मित आवास का नाम 'आनंद नाथ भवन' रखा गया है। इस अवसर पर यह भी बताया गया कि यह नाम धर्मवीर आनंद दिघे साहब की स्मृति को समर्पित है।: [544, 848, 816, 953]
website-link[interactable]: www.hindmatamirror.com: [56, 71, 316, 92]
refund-subhead-1: रिफंड के लिए करना होगा आवेदन: [836, 885, 1042, 905]
mahajan-bar: देखने वाले रह गए सन्न! वीडियो वायरल: [247, 1499, 603, 1529]
anchor-label: हिंदमाता एंकर:: [20, 2036, 143, 2066]
station-byline: हिंदमाता नेटवर्क: [1280, 540, 1343, 553]
page-ref-right-word: पेज: [1427, 322, 1449, 341]
ayushmann-photo: [1232, 101, 1464, 351]
year-label: वर्षः 12: [359, 72, 414, 93]
